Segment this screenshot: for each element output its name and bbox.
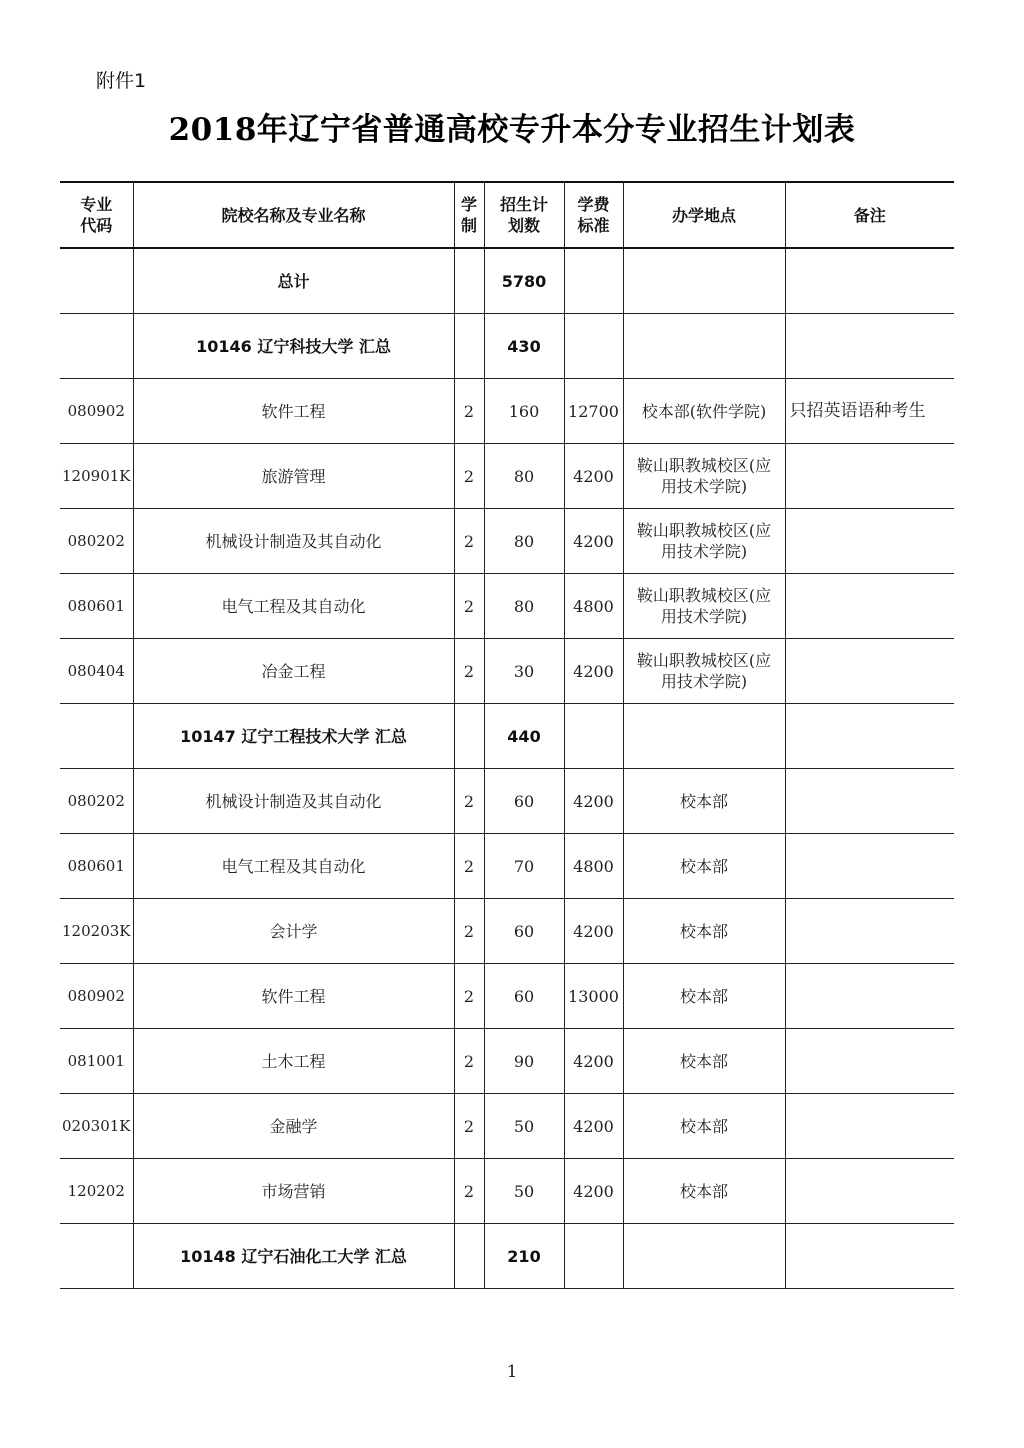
cell-fee: 4800	[564, 834, 623, 899]
cell-years: 2	[454, 509, 484, 574]
cell-code: 081001	[60, 1029, 133, 1094]
table-row	[60, 1159, 954, 1224]
table-row	[60, 769, 954, 834]
cell-fee: 4200	[564, 444, 623, 509]
cell-code: 020301K	[60, 1094, 133, 1159]
cell-plan: 440	[484, 704, 564, 769]
table-row	[60, 899, 954, 964]
cell-location: 鞍山职教城校区(应用技术学院)	[623, 444, 785, 509]
cell-plan: 90	[484, 1029, 564, 1094]
cell-plan: 50	[484, 1094, 564, 1159]
cell-code	[60, 704, 133, 769]
page-number: 1	[506, 1362, 518, 1382]
cell-note	[785, 509, 954, 574]
cell-note	[785, 834, 954, 899]
cell-name: 电气工程及其自动化	[133, 574, 454, 639]
table-row	[60, 1094, 954, 1159]
cell-years: 2	[454, 769, 484, 834]
cell-plan: 210	[484, 1224, 564, 1289]
cell-code	[60, 314, 133, 379]
cell-name: 冶金工程	[133, 639, 454, 704]
cell-plan: 5780	[484, 248, 564, 314]
cell-code	[60, 248, 133, 314]
cell-note	[785, 248, 954, 314]
cell-location: 校本部	[623, 1029, 785, 1094]
table-header-row	[60, 182, 954, 248]
school-summary-row	[60, 314, 954, 379]
cell-plan: 80	[484, 444, 564, 509]
cell-location: 校本部(软件学院)	[623, 379, 785, 444]
cell-fee	[564, 248, 623, 314]
cell-years: 2	[454, 444, 484, 509]
cell-fee: 4200	[564, 639, 623, 704]
school-summary-row	[60, 704, 954, 769]
cell-location: 鞍山职教城校区(应用技术学院)	[623, 574, 785, 639]
cell-fee: 4200	[564, 1029, 623, 1094]
cell-name: 机械设计制造及其自动化	[133, 769, 454, 834]
table-row	[60, 1029, 954, 1094]
cell-name: 旅游管理	[133, 444, 454, 509]
table-row	[60, 639, 954, 704]
cell-location: 鞍山职教城校区(应用技术学院)	[623, 639, 785, 704]
cell-fee: 4200	[564, 509, 623, 574]
cell-note	[785, 314, 954, 379]
cell-note	[785, 704, 954, 769]
cell-fee: 4200	[564, 1094, 623, 1159]
cell-plan: 30	[484, 639, 564, 704]
total-row	[60, 248, 954, 314]
cell-fee: 13000	[564, 964, 623, 1029]
cell-location: 校本部	[623, 964, 785, 1029]
cell-location	[623, 314, 785, 379]
school-summary-row	[60, 1224, 954, 1289]
cell-fee: 12700	[564, 379, 623, 444]
cell-years	[454, 248, 484, 314]
table-row	[60, 509, 954, 574]
header-location: 办学地点	[623, 182, 785, 248]
cell-name: 总计	[133, 248, 454, 314]
cell-fee: 4800	[564, 574, 623, 639]
table-body	[60, 248, 954, 1289]
cell-plan: 160	[484, 379, 564, 444]
cell-note	[785, 639, 954, 704]
cell-note	[785, 1159, 954, 1224]
cell-name: 金融学	[133, 1094, 454, 1159]
cell-note	[785, 1029, 954, 1094]
enrollment-plan-table	[60, 181, 954, 1289]
header-plan: 招生计划数	[484, 182, 564, 248]
cell-name: 10146 辽宁科技大学 汇总	[133, 314, 454, 379]
cell-note	[785, 1094, 954, 1159]
cell-name: 市场营销	[133, 1159, 454, 1224]
cell-fee	[564, 704, 623, 769]
header-note: 备注	[785, 182, 954, 248]
cell-location	[623, 248, 785, 314]
document-title: 2018年辽宁省普通高校专升本分专业招生计划表	[168, 112, 856, 148]
cell-note	[785, 964, 954, 1029]
cell-note	[785, 899, 954, 964]
cell-name: 软件工程	[133, 964, 454, 1029]
cell-note	[785, 444, 954, 509]
cell-years: 2	[454, 379, 484, 444]
attachment-label: 附件1	[96, 70, 147, 92]
cell-code: 080902	[60, 964, 133, 1029]
cell-name: 土木工程	[133, 1029, 454, 1094]
cell-location	[623, 1224, 785, 1289]
cell-location: 校本部	[623, 1094, 785, 1159]
cell-code	[60, 1224, 133, 1289]
table-row	[60, 444, 954, 509]
cell-code: 080601	[60, 834, 133, 899]
cell-note	[785, 1224, 954, 1289]
cell-name: 会计学	[133, 899, 454, 964]
cell-years: 2	[454, 899, 484, 964]
cell-plan: 430	[484, 314, 564, 379]
cell-code: 080601	[60, 574, 133, 639]
cell-years: 2	[454, 639, 484, 704]
cell-years: 2	[454, 964, 484, 1029]
cell-plan: 60	[484, 964, 564, 1029]
cell-years: 2	[454, 1159, 484, 1224]
cell-years	[454, 314, 484, 379]
cell-location: 校本部	[623, 769, 785, 834]
cell-plan: 80	[484, 574, 564, 639]
header-years: 学制	[454, 182, 484, 248]
table-row	[60, 574, 954, 639]
cell-note	[785, 769, 954, 834]
cell-code: 120203K	[60, 899, 133, 964]
cell-note	[785, 574, 954, 639]
cell-years	[454, 1224, 484, 1289]
cell-years	[454, 704, 484, 769]
cell-fee: 4200	[564, 899, 623, 964]
cell-plan: 60	[484, 769, 564, 834]
cell-location: 校本部	[623, 1159, 785, 1224]
cell-years: 2	[454, 1094, 484, 1159]
cell-years: 2	[454, 1029, 484, 1094]
cell-code: 080202	[60, 769, 133, 834]
cell-fee: 4200	[564, 1159, 623, 1224]
cell-years: 2	[454, 574, 484, 639]
cell-note: 只招英语语种考生	[785, 379, 954, 444]
cell-location: 鞍山职教城校区(应用技术学院)	[623, 509, 785, 574]
cell-code: 080202	[60, 509, 133, 574]
cell-name: 机械设计制造及其自动化	[133, 509, 454, 574]
cell-name: 软件工程	[133, 379, 454, 444]
header-fee: 学费标准	[564, 182, 623, 248]
table-row	[60, 834, 954, 899]
cell-fee: 4200	[564, 769, 623, 834]
cell-code: 080404	[60, 639, 133, 704]
cell-plan: 60	[484, 899, 564, 964]
cell-fee	[564, 314, 623, 379]
cell-code: 080902	[60, 379, 133, 444]
cell-plan: 70	[484, 834, 564, 899]
cell-name: 10148 辽宁石油化工大学 汇总	[133, 1224, 454, 1289]
cell-location: 校本部	[623, 834, 785, 899]
cell-location	[623, 704, 785, 769]
cell-plan: 50	[484, 1159, 564, 1224]
cell-years: 2	[454, 834, 484, 899]
cell-name: 电气工程及其自动化	[133, 834, 454, 899]
cell-code: 120901K	[60, 444, 133, 509]
table-row	[60, 379, 954, 444]
header-code: 专业代码	[60, 182, 133, 248]
header-name: 院校名称及专业名称	[133, 182, 454, 248]
table-row	[60, 964, 954, 1029]
cell-plan: 80	[484, 509, 564, 574]
cell-fee	[564, 1224, 623, 1289]
cell-code: 120202	[60, 1159, 133, 1224]
cell-name: 10147 辽宁工程技术大学 汇总	[133, 704, 454, 769]
cell-location: 校本部	[623, 899, 785, 964]
